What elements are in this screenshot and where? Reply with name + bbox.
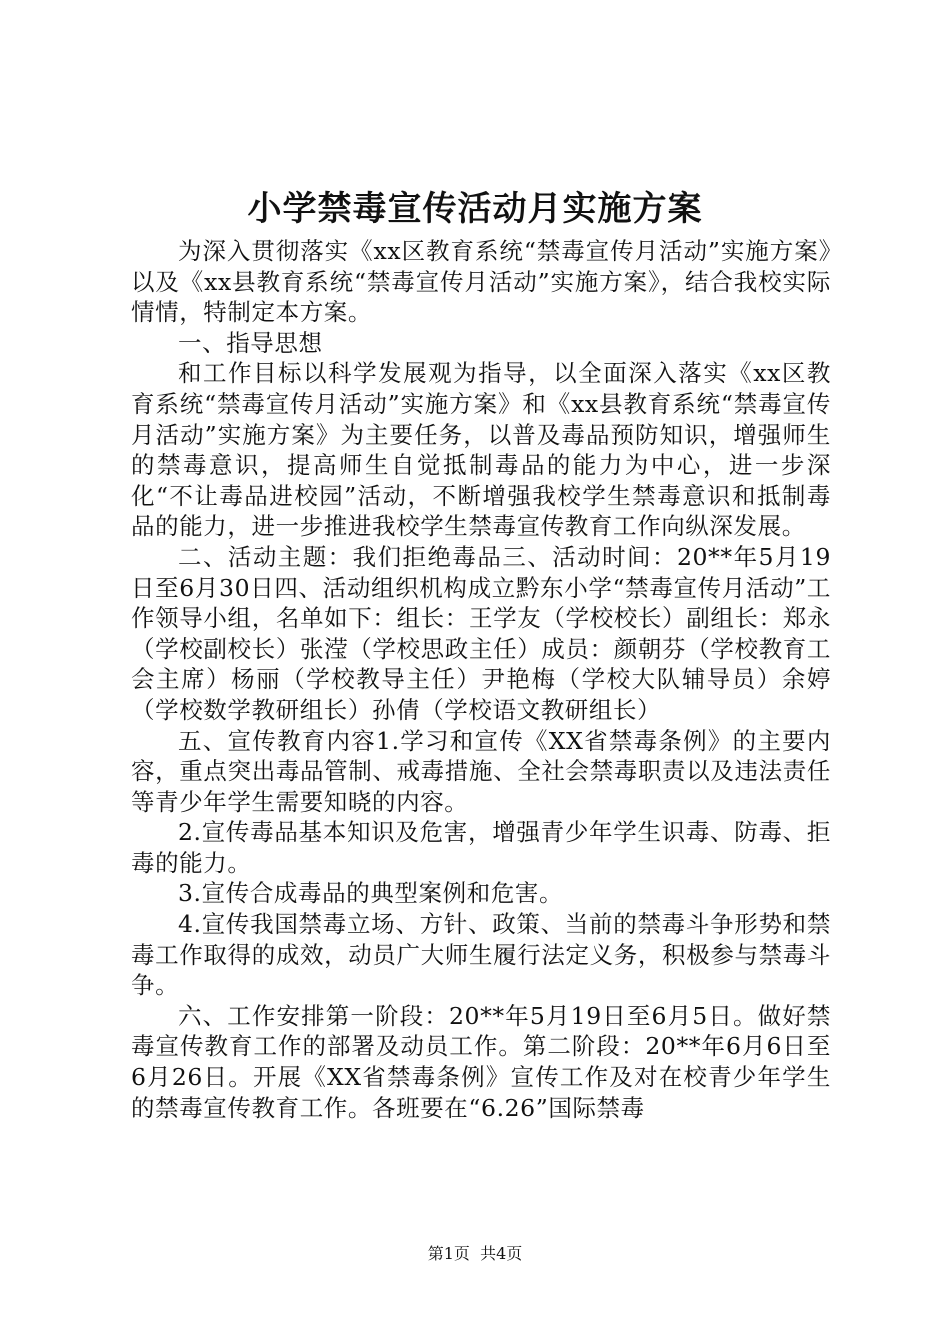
paragraph-section-1-heading: 一、指导思想: [178, 328, 323, 357]
paragraph-sections-2-4: 二、活动主题：我们拒绝毒品三、活动时间：20**年5月19日至6月30日四、活动组织机构成立黔东小学“禁毒宣传月活动”工作领导小组，名单如下：组长：王学友（学校校长）副组长：郑永（学校副校长）张滢（学校思政主任）成员：颜朝芬（学校教育工会主席）杨丽（学校教导主任）尹艳梅（学校大队辅导员）余婷（学校数学教研组长）孙倩（学校语文教研组长）: [131, 542, 831, 724]
document-title: 小学禁毒宣传活动月实施方案: [247, 189, 703, 229]
page-footer: 第1页 共4页: [427, 1244, 523, 1263]
paragraph-item-2: 2.宣传毒品基本知识及危害，增强青少年学生识毒、防毒、拒毒的能力。: [131, 818, 831, 877]
paragraph-guiding-thought: 和工作目标以科学发展观为指导，以全面深入落实《xx区教育系统“禁毒宣传月活动”实施方案》和《xx县教育系统“禁毒宣传月活动”实施方案》为主要任务，以普及毒品预防知识，增强师生的禁毒意识，提高师生自觉抵制毒品的能力为中心，进一步深化“不让毒品进校园”活动，不断增强我校学生禁毒意识和抵制毒品的能力，进一步推进我校学生禁毒宣传教育工作向纵深发展。: [131, 359, 831, 541]
document-body: [131, 236, 831, 1123]
paragraph-section-6: 六、工作安排第一阶段：20**年5月19日至6月5日。做好禁毒宣传教育工作的部署及动员工作。第二阶段：20**年6月6日至6月26日。开展《XX省禁毒条例》宣传工作及对在校青少年学生的禁毒宣传教育工作。各班要在“6.26”国际禁毒: [131, 1001, 831, 1122]
paragraph-intro: 为深入贯彻落实《xx区教育系统“禁毒宣传月活动”实施方案》以及《xx县教育系统“禁毒宣传月活动”实施方案》，结合我校实际情情，特制定本方案。: [131, 237, 831, 327]
paragraph-item-3: 3.宣传合成毒品的典型案例和危害。: [178, 879, 564, 908]
paragraph-section-5: 五、宣传教育内容1.学习和宣传《XX省禁毒条例》的主要内容，重点突出毒品管制、戒毒措施、全社会禁毒职责以及违法责任等青少年学生需要知晓的内容。: [131, 726, 831, 816]
paragraph-item-4: 4.宣传我国禁毒立场、方针、政策、当前的禁毒斗争形势和禁毒工作取得的成效，动员广大师生履行法定义务，积极参与禁毒斗争。: [131, 910, 831, 1000]
